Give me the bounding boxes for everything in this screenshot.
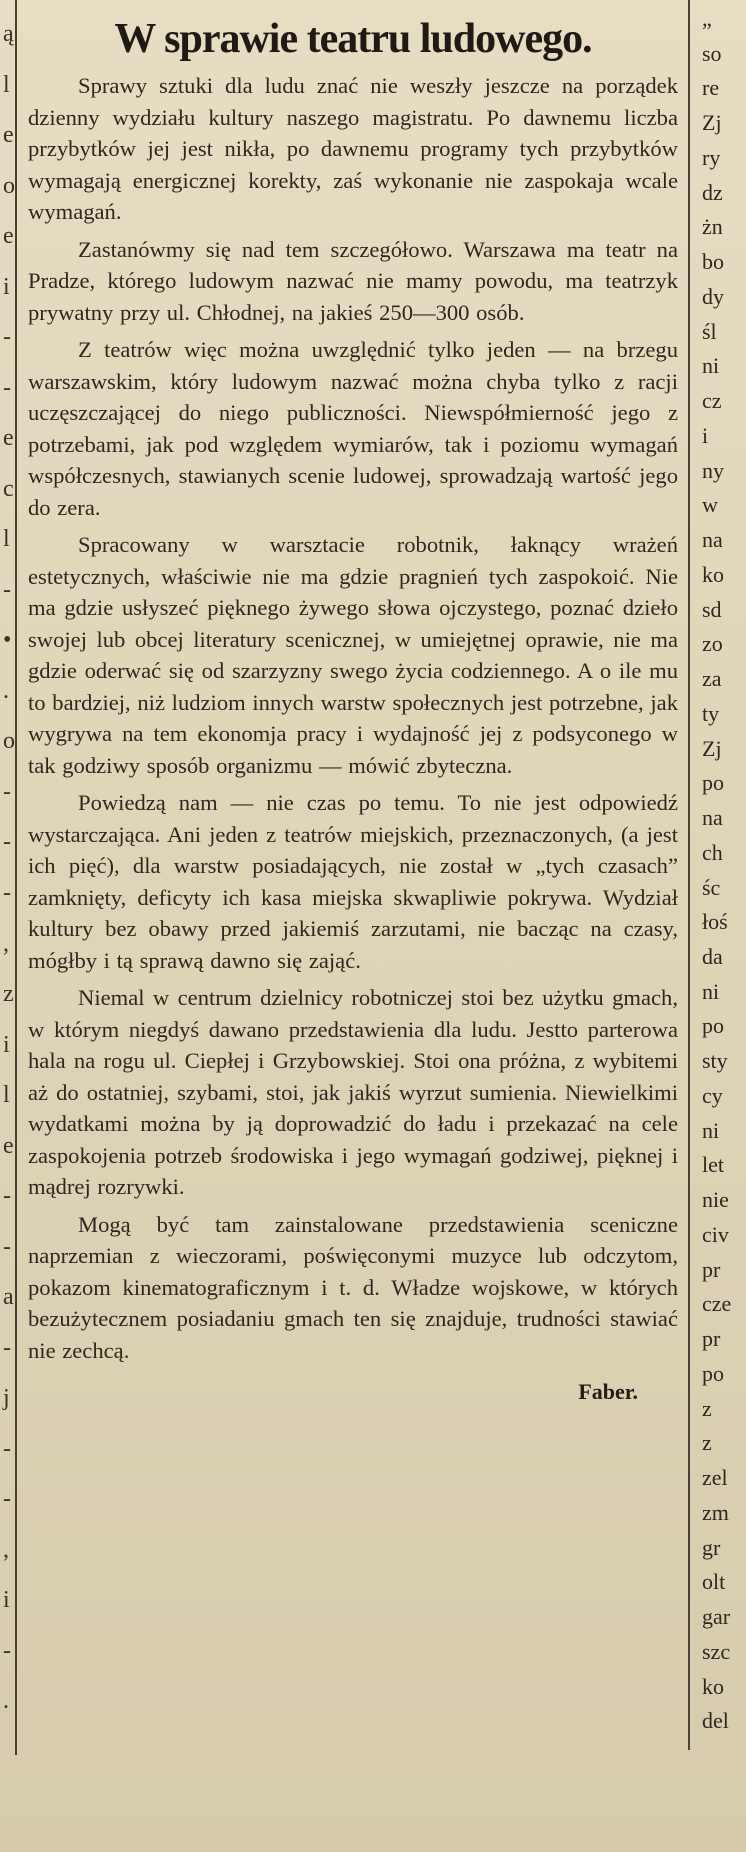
right-fragment-text: Zj bbox=[702, 110, 722, 136]
left-fragment-glyph: e bbox=[3, 1132, 14, 1159]
right-fragment-text: pr bbox=[702, 1256, 721, 1282]
article-paragraph: Niemal w centrum dzielnicy robotniczej stoi bez użytku gmach, w którym niegdyś dawano przedstawienia dla ludu. Jestto parterowa hala na rogu ul. Ciepłej i Grzybowskiej. Stoi ona próżna, z wybitemi aż do ostatniej, szybami, stoi, jak jakiś wyrzut sumienia. Niewielkimi wydatkami można by ją doprowadzić do ładu i przekazać na cele zaspokojenia potrzeb środowiska i jego wymagań godziwej, pięknej i mądrej rozrywki. bbox=[28, 985, 678, 1199]
article-paragraph: Zastanówmy się nad tem szczegółowo. Warszawa ma teatr na Pradze, którego ludowym nazwać nie mamy powodu, ma teatrzyk prywatny przy ul. Chłodnej, na jakieś 250—300 osób. bbox=[28, 236, 678, 325]
left-fragment-glyph: l bbox=[3, 526, 10, 553]
right-fragment-text: na bbox=[702, 527, 723, 553]
right-fragment-text: da bbox=[702, 943, 723, 969]
right-fragment-text: cz bbox=[702, 388, 722, 414]
right-fragment-text: po bbox=[702, 1013, 724, 1039]
left-fragment-glyph: l bbox=[3, 1082, 10, 1109]
right-fragment-text: ny bbox=[702, 457, 724, 483]
left-fragment-glyph: i bbox=[3, 1031, 10, 1058]
right-fragment-text: gr bbox=[702, 1534, 721, 1560]
left-column-fragment bbox=[0, 0, 28, 1755]
right-fragment-text: ni bbox=[702, 978, 720, 1004]
left-fragment-glyph: z bbox=[3, 981, 14, 1008]
right-fragment-text: zel bbox=[702, 1465, 728, 1491]
right-fragment-text: cze bbox=[702, 1291, 732, 1317]
left-fragment-glyph: - bbox=[3, 829, 11, 856]
left-fragment-glyph: o bbox=[3, 728, 15, 755]
left-fragment-glyph: - bbox=[3, 1233, 11, 1260]
right-fragment-text: w bbox=[702, 492, 718, 518]
column-rule-left bbox=[15, 0, 17, 1755]
right-fragment-text: śl bbox=[702, 318, 717, 344]
left-fragment-glyph: a bbox=[3, 1284, 14, 1311]
article-title: W sprawie teatru ludowego. bbox=[114, 16, 592, 62]
right-fragment-text: łoś bbox=[702, 909, 728, 935]
left-fragment-glyph: - bbox=[3, 1486, 11, 1513]
left-fragment-glyph: i bbox=[3, 273, 10, 300]
left-fragment-glyph: - bbox=[3, 880, 11, 906]
right-fragment-text: Zj bbox=[702, 735, 722, 761]
right-fragment-text: olt bbox=[702, 1569, 726, 1595]
right-fragment-text: ty bbox=[702, 700, 720, 726]
article-paragraph: Sprawy sztuki dla ludu znać nie weszły jeszcze na porządek dzienny wydziału kultury naszego magistratu. Po dawnemu liczba przybytków jej jest nikła, po dawnemu programy tych przybytków wymagają energicznej korekty, zaś wykonanie nie zaspokaja wcale wymagań. bbox=[28, 73, 678, 224]
right-fragment-text: za bbox=[702, 666, 722, 692]
left-fragment-glyph: ą bbox=[3, 21, 14, 47]
right-fragment-text: szc bbox=[702, 1638, 731, 1664]
right-fragment-text: pr bbox=[702, 1326, 721, 1352]
column-rule-right bbox=[688, 0, 690, 1750]
left-fragment-glyph: l bbox=[3, 71, 10, 98]
left-fragment-glyph: • bbox=[3, 627, 12, 654]
left-fragment-glyph: e bbox=[3, 223, 14, 250]
left-fragment-glyph: - bbox=[3, 1183, 11, 1210]
left-fragment-glyph: - bbox=[3, 1334, 11, 1361]
article-signature: Faber. bbox=[578, 1379, 638, 1404]
left-fragment-glyph: - bbox=[3, 324, 11, 351]
right-fragment-text: so bbox=[702, 40, 722, 66]
left-fragment-glyph: . bbox=[3, 677, 9, 704]
right-fragment-text: sd bbox=[702, 596, 722, 622]
right-fragment-text: na bbox=[702, 805, 723, 831]
left-fragment-glyph: - bbox=[3, 1435, 11, 1462]
left-fragment-glyph: e bbox=[3, 425, 14, 452]
right-fragment-text: dy bbox=[702, 283, 724, 309]
article-paragraph: Spracowany w warsztacie robotnik, łaknący wrażeń estetycznych, właściwie nie ma gdzie pragnień tych zaspokoić. Nie ma gdzie usłyszeć pięknego żywego słowa ojczystego, poznać dzieło swojej lub obcej literatury scenicznej, w umiejętnej oprawie, nie ma gdzie oderwać się od szarzyzny swego życia codziennego. A o ile mu to bardziej, niż ludziom innych warstw społecznych jest potrzebne, jak wygrywa na tem ekonomja pracy i wydajność jej z podsyconego w tak godziwy sposób organizmu — mówić zbyteczna. bbox=[28, 532, 678, 778]
right-fragment-text: śc bbox=[702, 874, 721, 900]
right-fragment-text: żn bbox=[702, 214, 723, 240]
left-fragment-glyph: - bbox=[3, 374, 11, 401]
right-fragment-text: cy bbox=[702, 1082, 723, 1108]
right-fragment-text: zo bbox=[702, 631, 723, 657]
left-fragment-glyph: i bbox=[3, 1587, 10, 1614]
right-fragment-text: let bbox=[702, 1152, 724, 1178]
right-column-fragment bbox=[700, 0, 746, 1760]
right-fragment-text: ch bbox=[702, 839, 723, 865]
right-fragment-text: ni bbox=[702, 353, 720, 379]
right-fragment-text: zm bbox=[702, 1499, 729, 1525]
right-fragment-text: z bbox=[702, 1430, 712, 1456]
left-fragment-glyph: - bbox=[3, 1637, 11, 1664]
article-paragraph: Z teatrów więc można uwzględnić tylko jeden — na brzegu warszawskim, który ludowym nazwać można chyba tylko z racji uczęszczającej do niego publiczności. Niewspółmierność jego z potrzebami, jak pod względem wymiarów, tak i poziomu wymagań współczesnych, stawianych scenie ludowej, sprowadzają wartość jego do zera. bbox=[28, 337, 678, 520]
right-fragment-text: sty bbox=[702, 1048, 728, 1074]
right-fragment-text: ko bbox=[702, 561, 724, 587]
right-fragment-text: bo bbox=[702, 249, 724, 275]
left-fragment-glyph: , bbox=[3, 1536, 9, 1563]
right-fragment-text: gar bbox=[702, 1604, 731, 1630]
right-fragment-text: z bbox=[702, 1395, 712, 1421]
right-fragment-text: ry bbox=[702, 144, 721, 170]
left-fragment-glyph: j bbox=[3, 1385, 10, 1412]
left-fragment-glyph: , bbox=[3, 930, 9, 957]
right-fragment-text: civ bbox=[702, 1221, 729, 1247]
right-fragment-text: po bbox=[702, 770, 724, 796]
right-fragment-text: nie bbox=[702, 1187, 729, 1213]
left-fragment-glyph: - bbox=[3, 778, 11, 805]
right-fragment-text: po bbox=[702, 1360, 724, 1386]
left-fragment-glyph: e bbox=[3, 122, 14, 149]
left-fragment-glyph: . bbox=[3, 1688, 9, 1715]
right-fragment-text: ni bbox=[702, 1117, 720, 1143]
left-fragment-glyph: c bbox=[3, 475, 14, 502]
right-fragment-text: „ bbox=[702, 6, 712, 31]
article bbox=[28, 8, 678, 1412]
left-fragment-glyph: - bbox=[3, 576, 11, 603]
right-fragment-text: i bbox=[702, 422, 709, 448]
right-fragment-text: dz bbox=[702, 179, 723, 205]
right-fragment-text: del bbox=[702, 1708, 729, 1734]
article-paragraph: Mogą być tam zainstalowane przedstawienia sceniczne naprzemian z wieczorami, poświęconymi muzyce lub odczytom, pokazom kinematograficznym i t. d. Władze wojskowe, w których bezużytecznem posiadaniu gmach ten się znajduje, trudności stawiać nie zechcą. bbox=[28, 1211, 678, 1363]
article-paragraph: Powiedzą nam — nie czas po temu. To nie jest odpowiedź wystarczająca. Ani jeden z teatrów miejskich, przeznaczonych, (a jest ich pięć), dla warstw posiadających, nie został w „tych czasach” zamknięty, deficyty ich kasa miejska skwapliwie pokrywa. Wydział kultury bez obawy przed jakiemiś zarzutami, nie bacząc na czasy, mógłby i tą sprawą dawno się zająć. bbox=[28, 790, 678, 973]
right-fragment-text: re bbox=[702, 75, 720, 101]
right-fragment-text: ko bbox=[702, 1673, 724, 1699]
left-fragment-glyph: o bbox=[3, 172, 15, 199]
